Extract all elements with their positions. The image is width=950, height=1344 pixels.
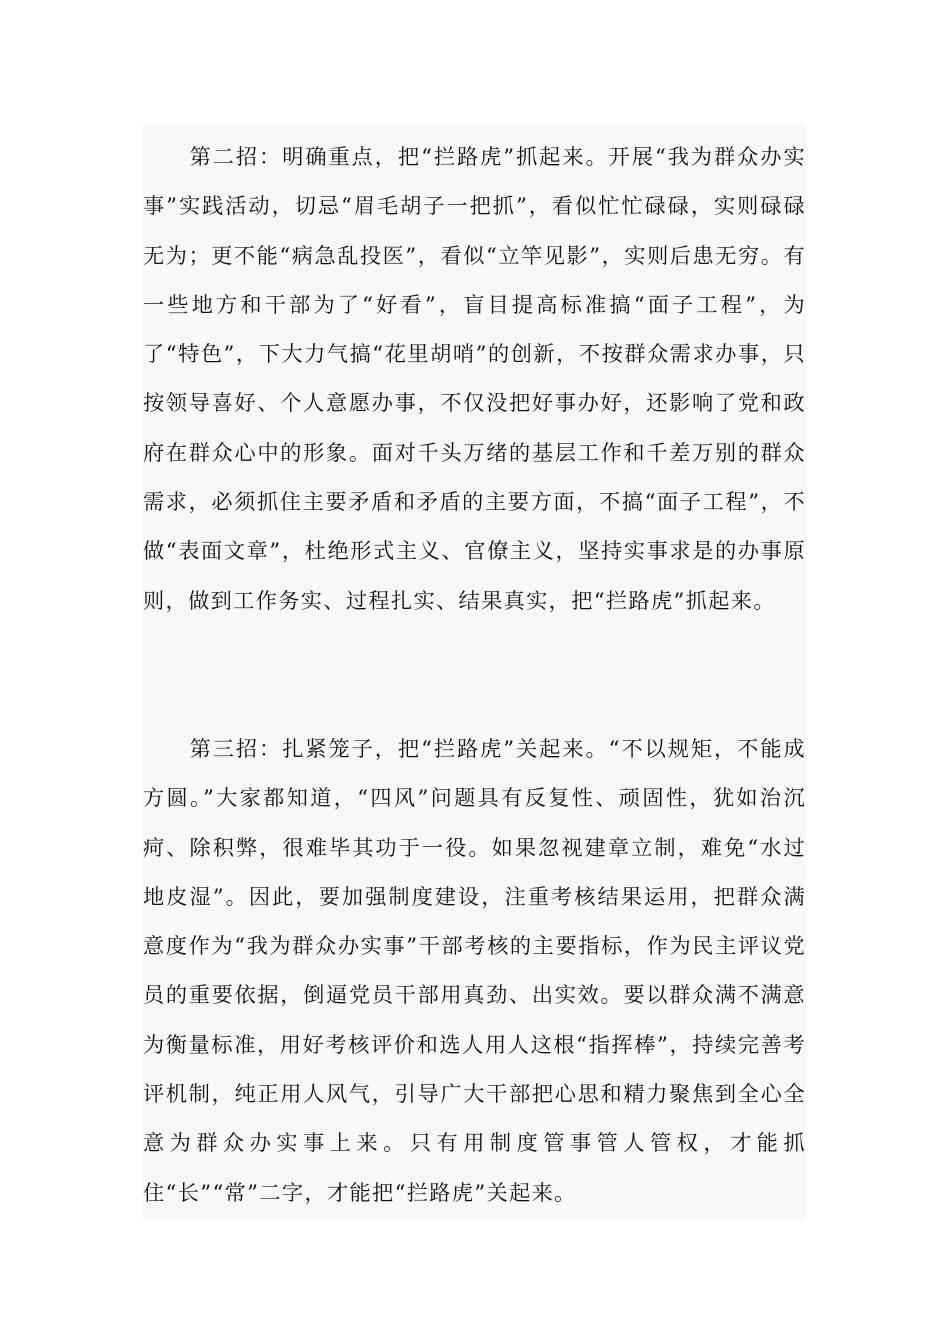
document-page (143, 124, 806, 1220)
paragraph-third-move: 第三招：扎紧笼子，把“拦路虎”关起来。“不以规矩，不能成方圆。”大家都知道，“四风”问题具有反复性、顽固性，犹如治沉疴、除积弊，很难毕其功于一役。如果忽视建章立制，难免“水过地皮湿”。因此，要加强制度建设，注重考核结果运用，把群众满意度作为“我为群众办实事”干部考核的主要指标，作为民主评议党员的重要依据，倒逼党员干部用真劲、出实效。要以群众满不满意为衡量标准，用好考核评价和选人用人这根“指挥棒”，持续完善考评机制，纯正用人风气，引导广大干部把心思和精力聚焦到全心全意为群众办实事上来。只有用制度管事管人管权，才能抓住“长”“常”二字，才能把“拦路虎”关起来。 (143, 736, 806, 1205)
paragraph-second-move: 第二招：明确重点，把“拦路虎”抓起来。开展“我为群众办实事”实践活动，切忌“眉毛胡子一把抓”，看似忙忙碌碌，实则碌碌无为；更不能“病急乱投医”，看似“立竿见影”，实则后患无穷。有一些地方和干部为了“好看”，盲目提高标准搞“面子工程”，为了“特色”，下大力气搞“花里胡哨”的创新，不按群众需求办事，只按领导喜好、个人意愿办事，不仅没把好事办好，还影响了党和政府在群众心中的形象。面对千头万绪的基层工作和千差万别的群众需求，必须抓住主要矛盾和矛盾的主要方面，不搞“面子工程”，不做“表面文章”，杜绝形式主义、官僚主义，坚持实事求是的办事原则，做到工作务实、过程扎实、结果真实，把“拦路虎”抓起来。 (143, 144, 806, 613)
